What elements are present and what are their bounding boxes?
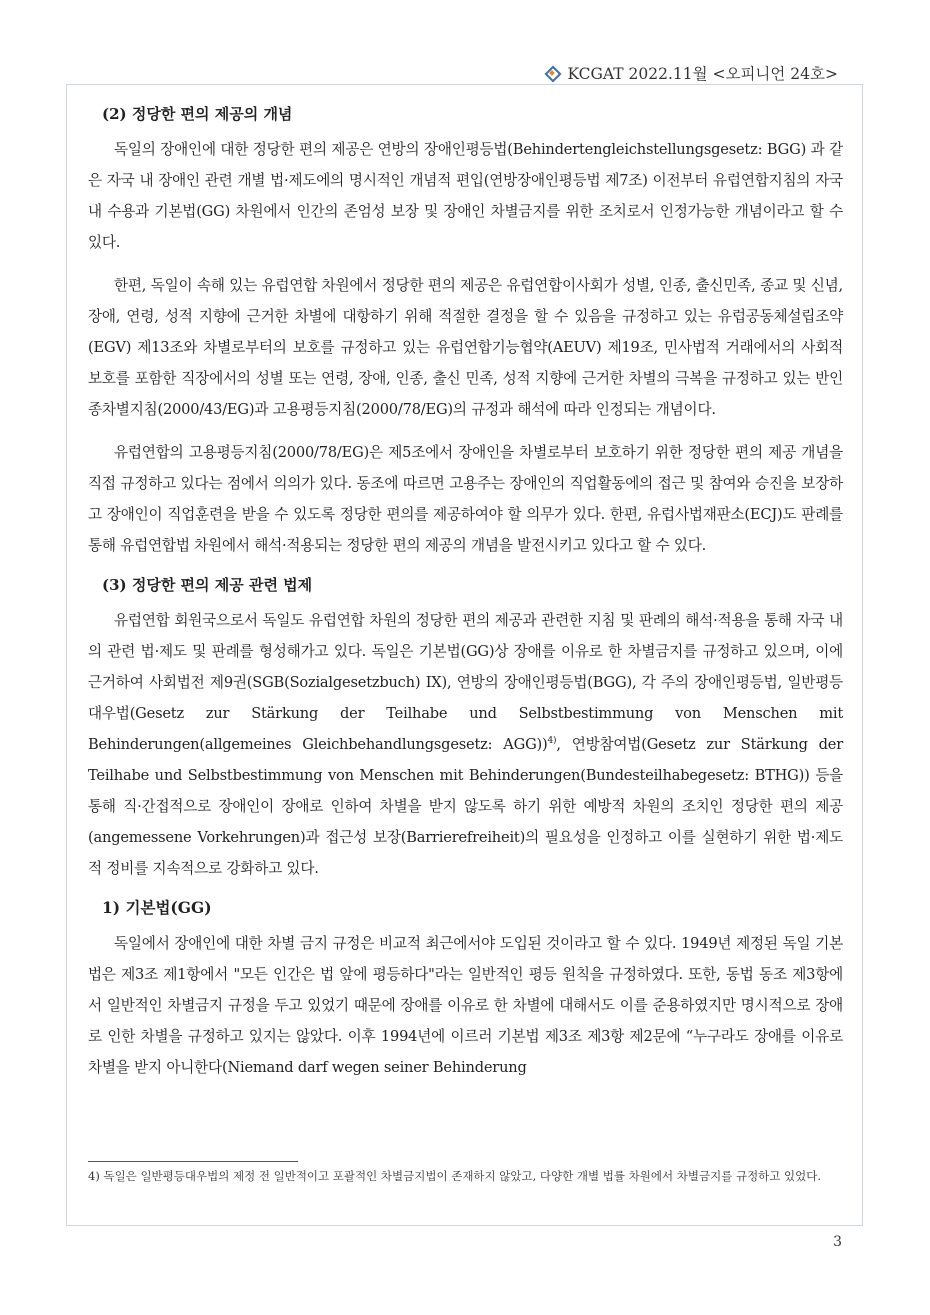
paragraph: 독일에서 장애인에 대한 차별 금지 규정은 비교적 최근에서야 도입된 것이라고 할 수 있다. 1949년 제정된 독일 기본법은 제3조 제1항에서 "모든 인간은 법 앞에 평등하다"라는 일반적인 평등 원칙을 규정하였다. 또한, 동법 동조 제3항에서 일반적인 차별금지 규정을 두고 있었기 때문에 장애를 이유로 한 차별에 대해서도 이를 준용하였지만 명시적으로 장애로 인한 차별을 규정하고 있지는 않았다. 이후 1994년에 이르러 기본법 제3조 제3항 제2문에 “누구라도 장애를 이유로 차별을 받지 아니한다(Niemand darf wegen seiner Behinderung [88, 935, 843, 1076]
page-header [545, 62, 838, 84]
section-heading-2: (2) 정당한 편의 제공의 개념 [102, 105, 293, 123]
footnote-divider [88, 1161, 298, 1162]
header-text: KCGAT 2022.11월 <오피니언 24호> [567, 65, 838, 83]
kcgat-logo-icon [545, 66, 559, 80]
footnote: 4) 독일은 일반평등대우법의 제정 전 일반적이고 포괄적인 차별금지법이 존재하지 않았고, 다양한 개별 법률 차원에서 차별금지를 규정하고 있었다. [88, 1169, 822, 1183]
subsection-heading: 1) 기본법(GG) [102, 898, 212, 917]
paragraph: 한편, 독일이 속해 있는 유럽연합 차원에서 정당한 편의 제공은 유럽연합이사회가 성별, 인종, 출신민족, 종교 및 신념, 장애, 연령, 성적 지향에 근거한 차별에 대항하기 위해 적절한 결정을 할 수 있음을 규정하고 있는 유럽공동체설립조약(EGV) 제13조와 차별로부터의 보호를 규정하고 있는 유럽연합기능협약(AEUV) 제19조, 민사법적 거래에서의 사회적 보호를 포함한 직장에서의 성별 또는 연령, 장애, 인종, 출신 민족, 성적 지향에 근거한 차별의 극복을 규정하고 있는 반인종차별지침(2000/43/EG)과 고용평등지침(2000/78/EG)의 규정과 해석에 따라 인정되는 개념이다. [88, 277, 843, 418]
paragraph: 유럽연합의 고용평등지침(2000/78/EG)은 제5조에서 장애인을 차별로부터 보호하기 위한 정당한 편의 제공 개념을 직접 규정하고 있다는 점에서 의의가 있다. 동조에 따르면 고용주는 장애인의 직업활동에의 접근 및 참여와 승진을 보장하고 장애인이 직업훈련을 받을 수 있도록 정당한 편의를 제공하여야 할 의무가 있다. 한편, 유럽사법재판소(ECJ)도 판례를 통해 유럽연합법 차원에서 해석·적용되는 정당한 편의 제공의 개념을 발전시키고 있다고 할 수 있다. [88, 444, 843, 554]
footnote-ref[interactable]: 4) [547, 736, 557, 747]
paragraph-part: 유럽연합 회원국으로서 독일도 유럽연합 차원의 정당한 편의 제공과 관련한 지침 및 판례의 해석·적용을 통해 자국 내의 관련 법·제도 및 판례를 형성해가고 있다. 독일은 기본법(GG)상 장애를 이유로 한 차별금지를 규정하고 있으며, 이에 근거하여 사회법전 제9권(SGB(Sozialgesetzbuch) IX), 연방의 장애인평등법(BGG), 각 주의 장애인평등법, 일반평등대우법(Gesetz zur Stärkung der Teilhabe und Selbstbestimmung von Menschen mit Behinderungen(allgemeines Gleichbehandlungsgesetz: AGG)) [88, 612, 843, 753]
paragraph-with-footnote [88, 605, 843, 884]
paragraph: 독일의 장애인에 대한 정당한 편의 제공은 연방의 장애인평등법(Behindertengleichstellungsgesetz: BGG) 과 같은 자국 내 장애인 관련 개별 법·제도에의 명시적인 개념적 편입(연방장애인평등법 제7조) 이전부터 유럽연합지침의 자국 내 수용과 기본법(GG) 차원에서 인간의 존엄성 보장 및 장애인 차별금지를 위한 조치로서 인정가능한 개념이라고 할 수 있다. [88, 141, 843, 251]
main-content [88, 100, 843, 1095]
section-heading-3: (3) 정당한 편의 제공 관련 법제 [102, 576, 313, 594]
paragraph-part: , 연방참여법(Gesetz zur Stärkung der Teilhabe und Selbstbestimmung von Menschen mit Behinderungen(Bundesteilhabegesetz: BTHG)) 등을 통해 직·간접적으로 장애인이 장애로 인하여 차별을 받지 않도록 하기 위한 예방적 차원의 조치인 정당한 편의 제공(angemessene Vorkehrungen)과 접근성 보장(Barrierefreiheit)의 필요성을 인정하고 이를 실현하기 위한 법·제도적 정비를 지속적으로 강화하고 있다. [88, 736, 843, 877]
page-number: 3 [833, 1234, 842, 1250]
